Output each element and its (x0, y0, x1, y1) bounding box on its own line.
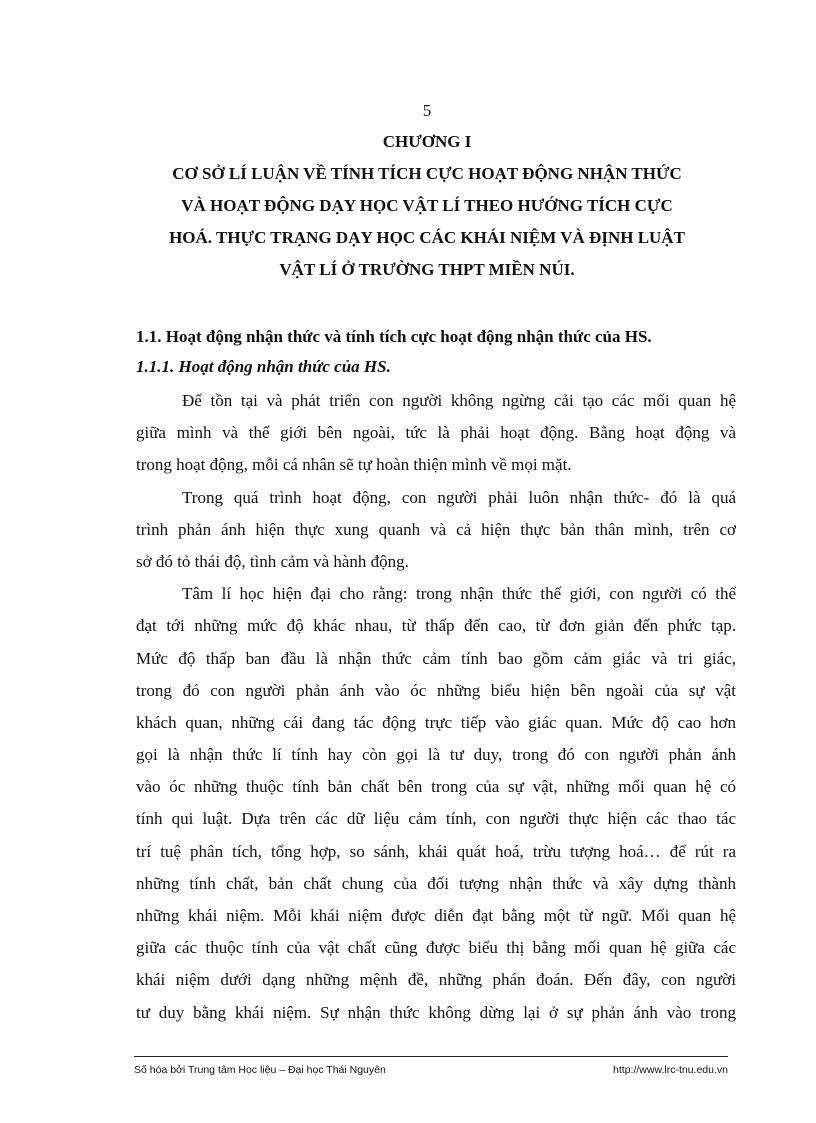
body-line: giữa các thuộc tính của vật chất cũng được biểu thị bằng mối quan hệ giữa các (136, 938, 736, 958)
footer-divider (134, 1056, 728, 1057)
body-line: sở đó tỏ thái độ, tình cảm và hành động. (136, 551, 409, 571)
chapter-title-line: HOÁ. THỰC TRẠNG DẠY HỌC CÁC KHÁI NIỆM VÀ ĐỊNH LUẬT (169, 228, 685, 247)
body-line: trong hoạt động, mỗi cá nhân sẽ tự hoàn thiện mình về mọi mặt. (136, 455, 572, 475)
page-number: 5 (422, 101, 432, 120)
body-line: Tâm lí học hiện đại cho rằng: trong nhận thức thế giới, con người có thể (182, 584, 736, 604)
footer-url: http://www.lrc-tnu.edu.vn (613, 1064, 728, 1076)
body-text (136, 385, 736, 1029)
section-heading: 1.1. Hoạt động nhận thức và tính tích cực hoạt động nhận thức của HS. (136, 327, 652, 346)
body-line: đạt tới những mức độ khác nhau, từ thấp đến cao, từ đơn giản đến phức tạp. (136, 616, 736, 636)
body-line: gọi là nhận thức lí tính hay còn gọi là tư duy, trong đó con người phản ánh (136, 745, 736, 765)
chapter-label: CHƯƠNG I (382, 132, 472, 151)
chapter-title-line: VẬT LÍ Ở TRƯỜNG THPT MIỀN NÚI. (279, 260, 575, 279)
body-line: khách quan, những cái đang tác động trực tiếp vào giác quan. Mức độ cao hơn (136, 712, 736, 732)
body-line: những tính chất, bản chất chung của đối tượng nhận thức và xây dựng thành (136, 873, 736, 893)
body-line: khái niệm dưới dạng những mệnh đề, những phán đoán. Đến đây, con người (136, 970, 736, 990)
chapter-title-line: CƠ SỞ LÍ LUẬN VỀ TÍNH TÍCH CỰC HOẠT ĐỘNG NHẬN THỨC (172, 164, 682, 183)
body-line: trong đó con người phản ánh vào óc những biểu hiện bên ngoài của sự vật (136, 680, 736, 700)
body-line: Trong quá trình hoạt động, con người phải luôn nhận thức- đó là quá (182, 487, 736, 507)
footer-source: Số hóa bởi Trung tâm Học liệu – Đại học Thái Nguyên (134, 1064, 386, 1076)
chapter-title (130, 158, 724, 286)
body-line: Để tồn tại và phát triển con người không ngừng cải tạo các mối quan hệ (182, 391, 736, 410)
body-line: trình phản ánh hiện thực xung quanh và cả hiện thực bản thân mình, trên cơ (136, 519, 736, 539)
body-line: Mức độ thấp ban đầu là nhận thức cảm tính bao gồm cảm giác và tri giác, (136, 648, 736, 668)
body-line: tính qui luật. Dựa trên các dữ liệu cảm tính, con người thực hiện các thao tác (136, 809, 736, 829)
subsection-heading: 1.1.1. Hoạt động nhận thức của HS. (136, 357, 391, 376)
chapter-title-line: VÀ HOẠT ĐỘNG DẠY HỌC VẬT LÍ THEO HƯỚNG TÍCH CỰC (181, 196, 673, 215)
body-line: vào óc những thuộc tính bản chất bên trong của sự vật, những mối quan hệ có (136, 777, 736, 797)
body-line: tư duy bằng khái niệm. Sự nhận thức không dừng lại ở sự phản ánh vào trong (136, 1002, 736, 1022)
body-line: giữa mình và thế giới bên ngoài, tức là phải hoạt động. Bằng hoạt động và (136, 423, 736, 443)
body-line: những khái niệm. Mỗi khái niệm được diễn đạt bằng một từ ngữ. Mối quan hệ (136, 906, 736, 925)
body-line: trí tuệ phân tích, tổng hợp, so sánh, khái quát hoá, trừu tượng hoá… để rút ra (136, 841, 736, 861)
